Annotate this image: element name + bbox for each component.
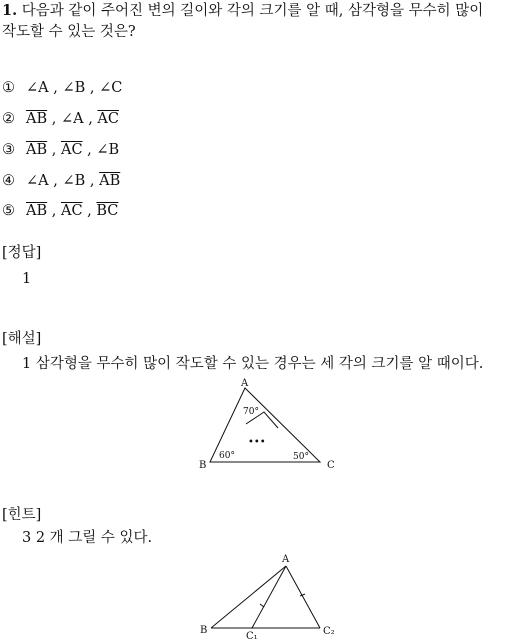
question-text-1: 다음과 같이 주어진 변의 길이와 각의 크기를 알 때, 삼각형을 무수히 많이 <box>21 3 484 19</box>
answer-value: 1 <box>22 271 32 287</box>
option-1 <box>2 78 122 98</box>
angle-term: ∠B <box>62 80 86 96</box>
explanation-triangle-figure <box>190 378 350 470</box>
angle-b-label: 60° <box>219 451 235 461</box>
question-text-2: 작도할 수 있는 것은? <box>2 24 136 40</box>
hint-text: 3 2 개 그릴 수 있다. <box>22 530 153 546</box>
option-number: ② <box>2 111 15 127</box>
vertex-a-label: A <box>241 378 249 389</box>
option-number: ① <box>2 80 15 96</box>
separator: , <box>85 173 100 189</box>
segment-term: $\overline{AC}$ <box>60 142 83 158</box>
vertex-c2-label: C₂ <box>323 626 335 637</box>
option-number: ③ <box>2 142 15 158</box>
option-4 <box>2 171 120 191</box>
angle-term: ∠B <box>96 142 120 158</box>
separator: , <box>48 173 63 189</box>
angle-term: ∠A <box>26 173 49 189</box>
angle-a-label: 70° <box>243 407 259 417</box>
angle-term: ∠C <box>99 80 123 96</box>
segment-term: $\overline{AB}$ <box>26 111 48 127</box>
angle-term: ∠A <box>60 111 84 127</box>
ellipsis-dots: ••• <box>248 437 266 448</box>
option-number: ⑤ <box>2 203 15 219</box>
separator: , <box>47 203 61 219</box>
segment-term: $\overline{AB}$ <box>26 203 48 219</box>
separator: , <box>47 111 61 127</box>
option-number: ④ <box>2 173 15 189</box>
separator: , <box>82 142 97 158</box>
segment-term: $\overline{BC}$ <box>96 203 119 219</box>
option-5 <box>2 201 118 221</box>
vertex-c-label: C <box>327 460 335 470</box>
vertex-b-label: B <box>200 625 208 636</box>
hint-triangle-figure <box>196 550 346 639</box>
separator: , <box>48 80 63 96</box>
hint-heading: [힌트] <box>2 507 42 523</box>
option-3 <box>2 140 119 160</box>
side-ab <box>211 566 286 628</box>
answer-heading: [정답] <box>2 245 42 261</box>
explanation-text: 1 삼각형을 무수히 많이 작도할 수 있는 경우는 세 각의 크기를 알 때이다. <box>22 356 484 372</box>
question-number: 1. <box>2 2 18 19</box>
segment-term: $\overline{AB}$ <box>26 142 48 158</box>
tick-mark-ac1 <box>260 604 264 607</box>
option-2 <box>2 109 119 129</box>
separator: , <box>83 111 98 127</box>
segment-term: $\overline{AC}$ <box>60 203 83 219</box>
explanation-heading: [해설] <box>2 331 42 347</box>
side-ac1 <box>252 566 286 628</box>
angle-term: ∠B <box>62 173 86 189</box>
separator: , <box>85 80 100 96</box>
segment-term: $\overline{AC}$ <box>97 111 119 127</box>
vertex-c1-label: C₁ <box>246 631 258 639</box>
separator: , <box>47 142 61 158</box>
question-line-1 <box>2 1 483 21</box>
side-ac2 <box>286 566 320 628</box>
vertex-a-label: A <box>282 554 290 565</box>
separator: , <box>82 203 97 219</box>
angle-term: ∠A <box>26 80 49 96</box>
vertex-b-label: B <box>199 460 207 470</box>
angle-c-label: 50° <box>293 452 309 462</box>
segment-term: $\overline{AB}$ <box>99 173 121 189</box>
